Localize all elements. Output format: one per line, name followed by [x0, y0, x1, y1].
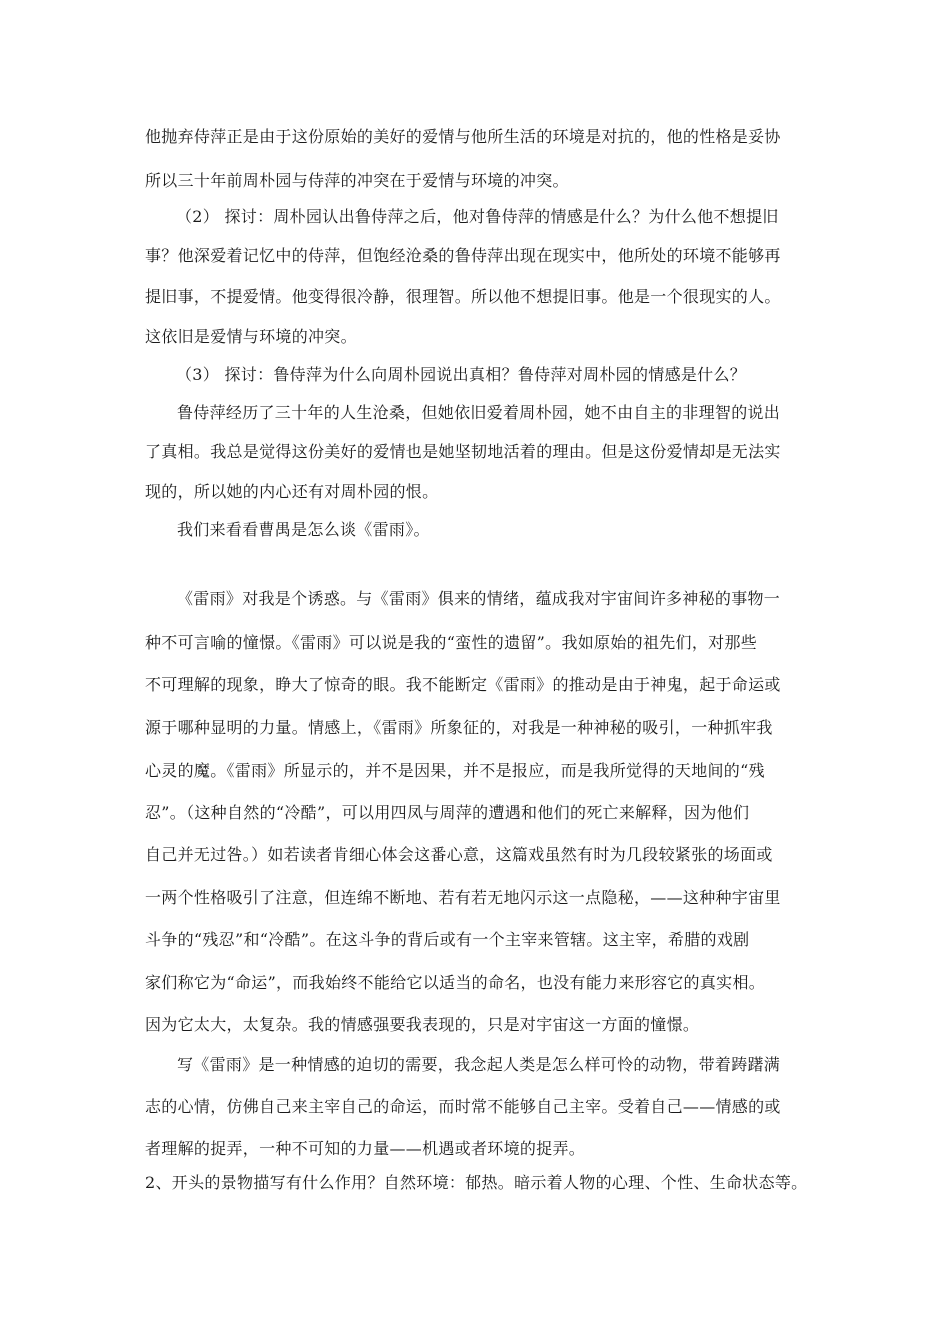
- body-line: 所以三十年前周朴园与侍萍的冲突在于爱情与环境的冲突。: [145, 171, 569, 190]
- body-line: 了真相。我总是觉得这份美好的爱情也是她坚韧地活着的理由。但是这份爱情却是无法实: [145, 442, 781, 461]
- quote-line: 《雷雨》对我是个诱惑。与《雷雨》俱来的情绪，蕴成我对宇宙间许多神秘的事物一: [177, 589, 781, 608]
- body-line: 现的，所以她的内心还有对周朴园的恨。: [145, 482, 439, 501]
- quote-line: 不可理解的现象，睁大了惊奇的眼。我不能断定《雷雨》的推动是由于神鬼，起于命运或: [145, 675, 781, 694]
- quote-line: 志的心情，仿佛自己来主宰自己的命运，而时常不能够自己主宰。受着自己——情感的或: [145, 1097, 781, 1116]
- quote-line: 斗争的“残忍”和“冷酷”。在这斗争的背后或有一个主宰来管辖。这主宰，希腊的戏剧: [145, 930, 750, 949]
- body-line: 我们来看看曹禺是怎么谈《雷雨》。: [177, 520, 430, 539]
- quote-line: 者理解的捉弄，一种不可知的力量——机遇或者环境的捉弄。: [145, 1139, 586, 1158]
- quote-line: 种不可言喻的憧憬。《雷雨》可以说是我的“蛮性的遗留”。我如原始的祖先们，对那些: [145, 633, 758, 652]
- quote-line: 一两个性格吸引了注意，但连绵不断地、若有若无地闪示这一点隐秘，——这种种宇宙里: [145, 888, 781, 907]
- quote-line: 写《雷雨》是一种情感的迫切的需要，我念起人类是怎么样可怜的动物，带着踌躇满: [177, 1055, 781, 1074]
- body-line: 提旧事，不提爱情。他变得很冷静，很理智。所以他不想提旧事。他是一个很现实的人。: [145, 287, 781, 306]
- quote-line: 家们称它为“命运”，而我始终不能给它以适当的命名，也没有能力来形容它的真实相。: [145, 973, 766, 992]
- quote-line: 忍”。（这种自然的“冷酷”，可以用四凤与周萍的遭遇和他们的死亡来解释，因为他们: [145, 803, 750, 822]
- question-line: （3） 探讨：鲁侍萍为什么向周朴园说出真相？鲁侍萍对周朴园的情感是什么？: [176, 365, 747, 384]
- quote-line: 源于哪种显明的力量。情感上，《雷雨》所象征的，对我是一种神秘的吸引，一种抓牢我: [145, 718, 773, 737]
- body-line: 这依旧是爱情与环境的冲突。: [145, 327, 357, 346]
- body-line: 事？他深爱着记忆中的侍萍，但饱经沧桑的鲁侍萍出现在现实中，他所处的环境不能够再: [145, 246, 781, 265]
- question-line: 2、开头的景物描写有什么作用？自然环境：郁热。暗示着人物的心理、个性、生命状态等。: [145, 1173, 808, 1192]
- body-line: 鲁侍萍经历了三十年的人生沧桑，但她依旧爱着周朴园，她不由自主的非理智的说出: [177, 403, 781, 422]
- quote-line: 自己并无过咎。）如若读者肯细心体会这番心意，这篇戏虽然有时为几段较紧张的场面或: [145, 845, 773, 864]
- question-line: （2） 探讨：周朴园认出鲁侍萍之后，他对鲁侍萍的情感是什么？为什么他不想提旧: [176, 207, 779, 226]
- quote-line: 因为它太大，太复杂。我的情感强要我表现的，只是对宇宙这一方面的憧憬。: [145, 1015, 700, 1034]
- body-line: 他抛弃侍萍正是由于这份原始的美好的爱情与他所生活的环境是对抗的，他的性格是妥协: [145, 127, 781, 146]
- quote-line: 心灵的魔。《雷雨》所显示的，并不是因果，并不是报应，而是我所觉得的天地间的“残: [145, 761, 765, 780]
